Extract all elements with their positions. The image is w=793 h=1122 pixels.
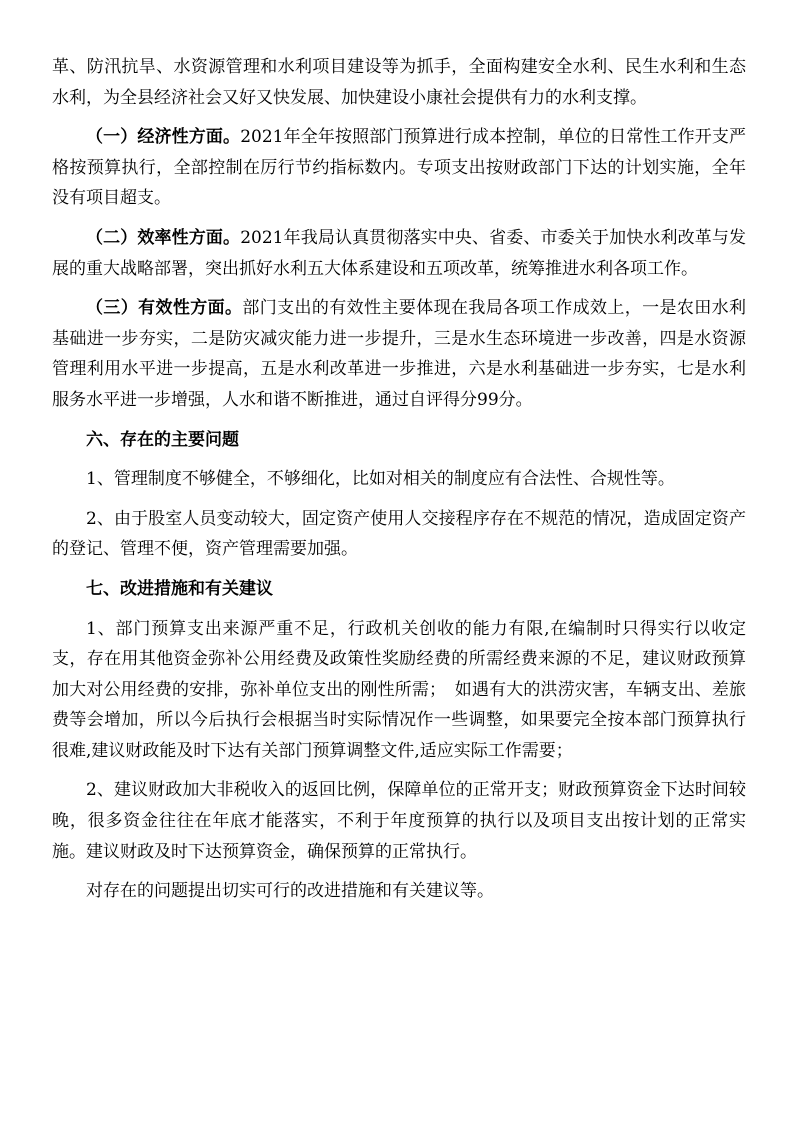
aspect-effectiveness-text: 部门支出的有效性主要体现在我局各项工作成效上，一是农田水利基础进一步夯实，二是防灾减灾能力进一步提升，三是水生态环境进一步改善，四是水资源管理利用水平进一步提高，五是水利改革进一步推进，六是水利基础进一步夯实，七是水利服务水平进一步增强，人水和谐不断推进，通过自评得分99分。 (52, 298, 746, 410)
aspect-economy-paragraph (52, 122, 746, 214)
aspect-effectiveness-lead: （三）有效性方面。 (86, 298, 243, 319)
section-7-item: 2、建议财政加大非税收入的返回比例，保障单位的正常开支；财政预算资金下达时间较晚，很多资金往往在年底才能落实，不利于年度预算的执行以及项目支出按计划的正常实施。建议财政及时下达预算资金，确保预算的正常执行。 (52, 780, 746, 862)
aspect-efficiency-lead: （二）效率性方面。 (86, 227, 241, 248)
section-6-item: 1、管理制度不够健全，不够细化，比如对相关的制度应有合法性、合规性等。 (86, 469, 675, 490)
document-page (52, 52, 746, 916)
section-6-item: 2、由于股室人员变动较大，固定资产使用人交接程序存在不规范的情况，造成固定资产的登记、管理不便，资产管理需要加强。 (52, 508, 746, 560)
aspect-effectiveness-paragraph (52, 293, 746, 415)
closing-paragraph: 对存在的问题提出切实可行的改进措施和有关建议等。 (86, 881, 494, 902)
section-6-heading: 六、存在的主要问题 (86, 429, 239, 450)
aspect-economy-lead: （一）经济性方面。 (86, 127, 241, 148)
aspect-efficiency-text: 2021年我局认真贯彻落实中央、省委、市委关于加快水利改革与发展的重大战略部署，突出抓好水利五大体系建设和五项改革，统筹推进水利各项工作。 (52, 227, 747, 279)
section-7-heading: 七、改进措施和有关建议 (86, 578, 273, 599)
aspect-efficiency-paragraph (52, 223, 746, 284)
intro-paragraph: 革、防汛抗旱、水资源管理和水利项目建设等为抓手，全面构建安全水利、民生水利和生态水利，为全县经济社会又好又快发展、加快建设小康社会提供有力的水利支撑。 (52, 57, 746, 108)
aspect-economy-text: 2021年全年按照部门预算进行成本控制，单位的日常性工作开支严格按预算执行，全部控制在厉行节约指标数内。专项支出按财政部门下达的计划实施，全年没有项目超支。 (52, 127, 747, 209)
section-7-item: 1、部门预算支出来源严重不足，行政机关创收的能力有限,在编制时只得实行以收定支，存在用其他资金弥补公用经费及政策性奖励经费的所需经费来源的不足，建议财政预算加大对公用经费的安排，弥补单位支出的刚性所需； 如遇有大的洪涝灾害，车辆支出、差旅费等会增加，所以今后执行会根据当时实际情况作一些调整，如果要完全按本部门预算执行很难,建议财政能及时下达有关部门预算调整文件,适应实际工作需要； (52, 618, 746, 761)
